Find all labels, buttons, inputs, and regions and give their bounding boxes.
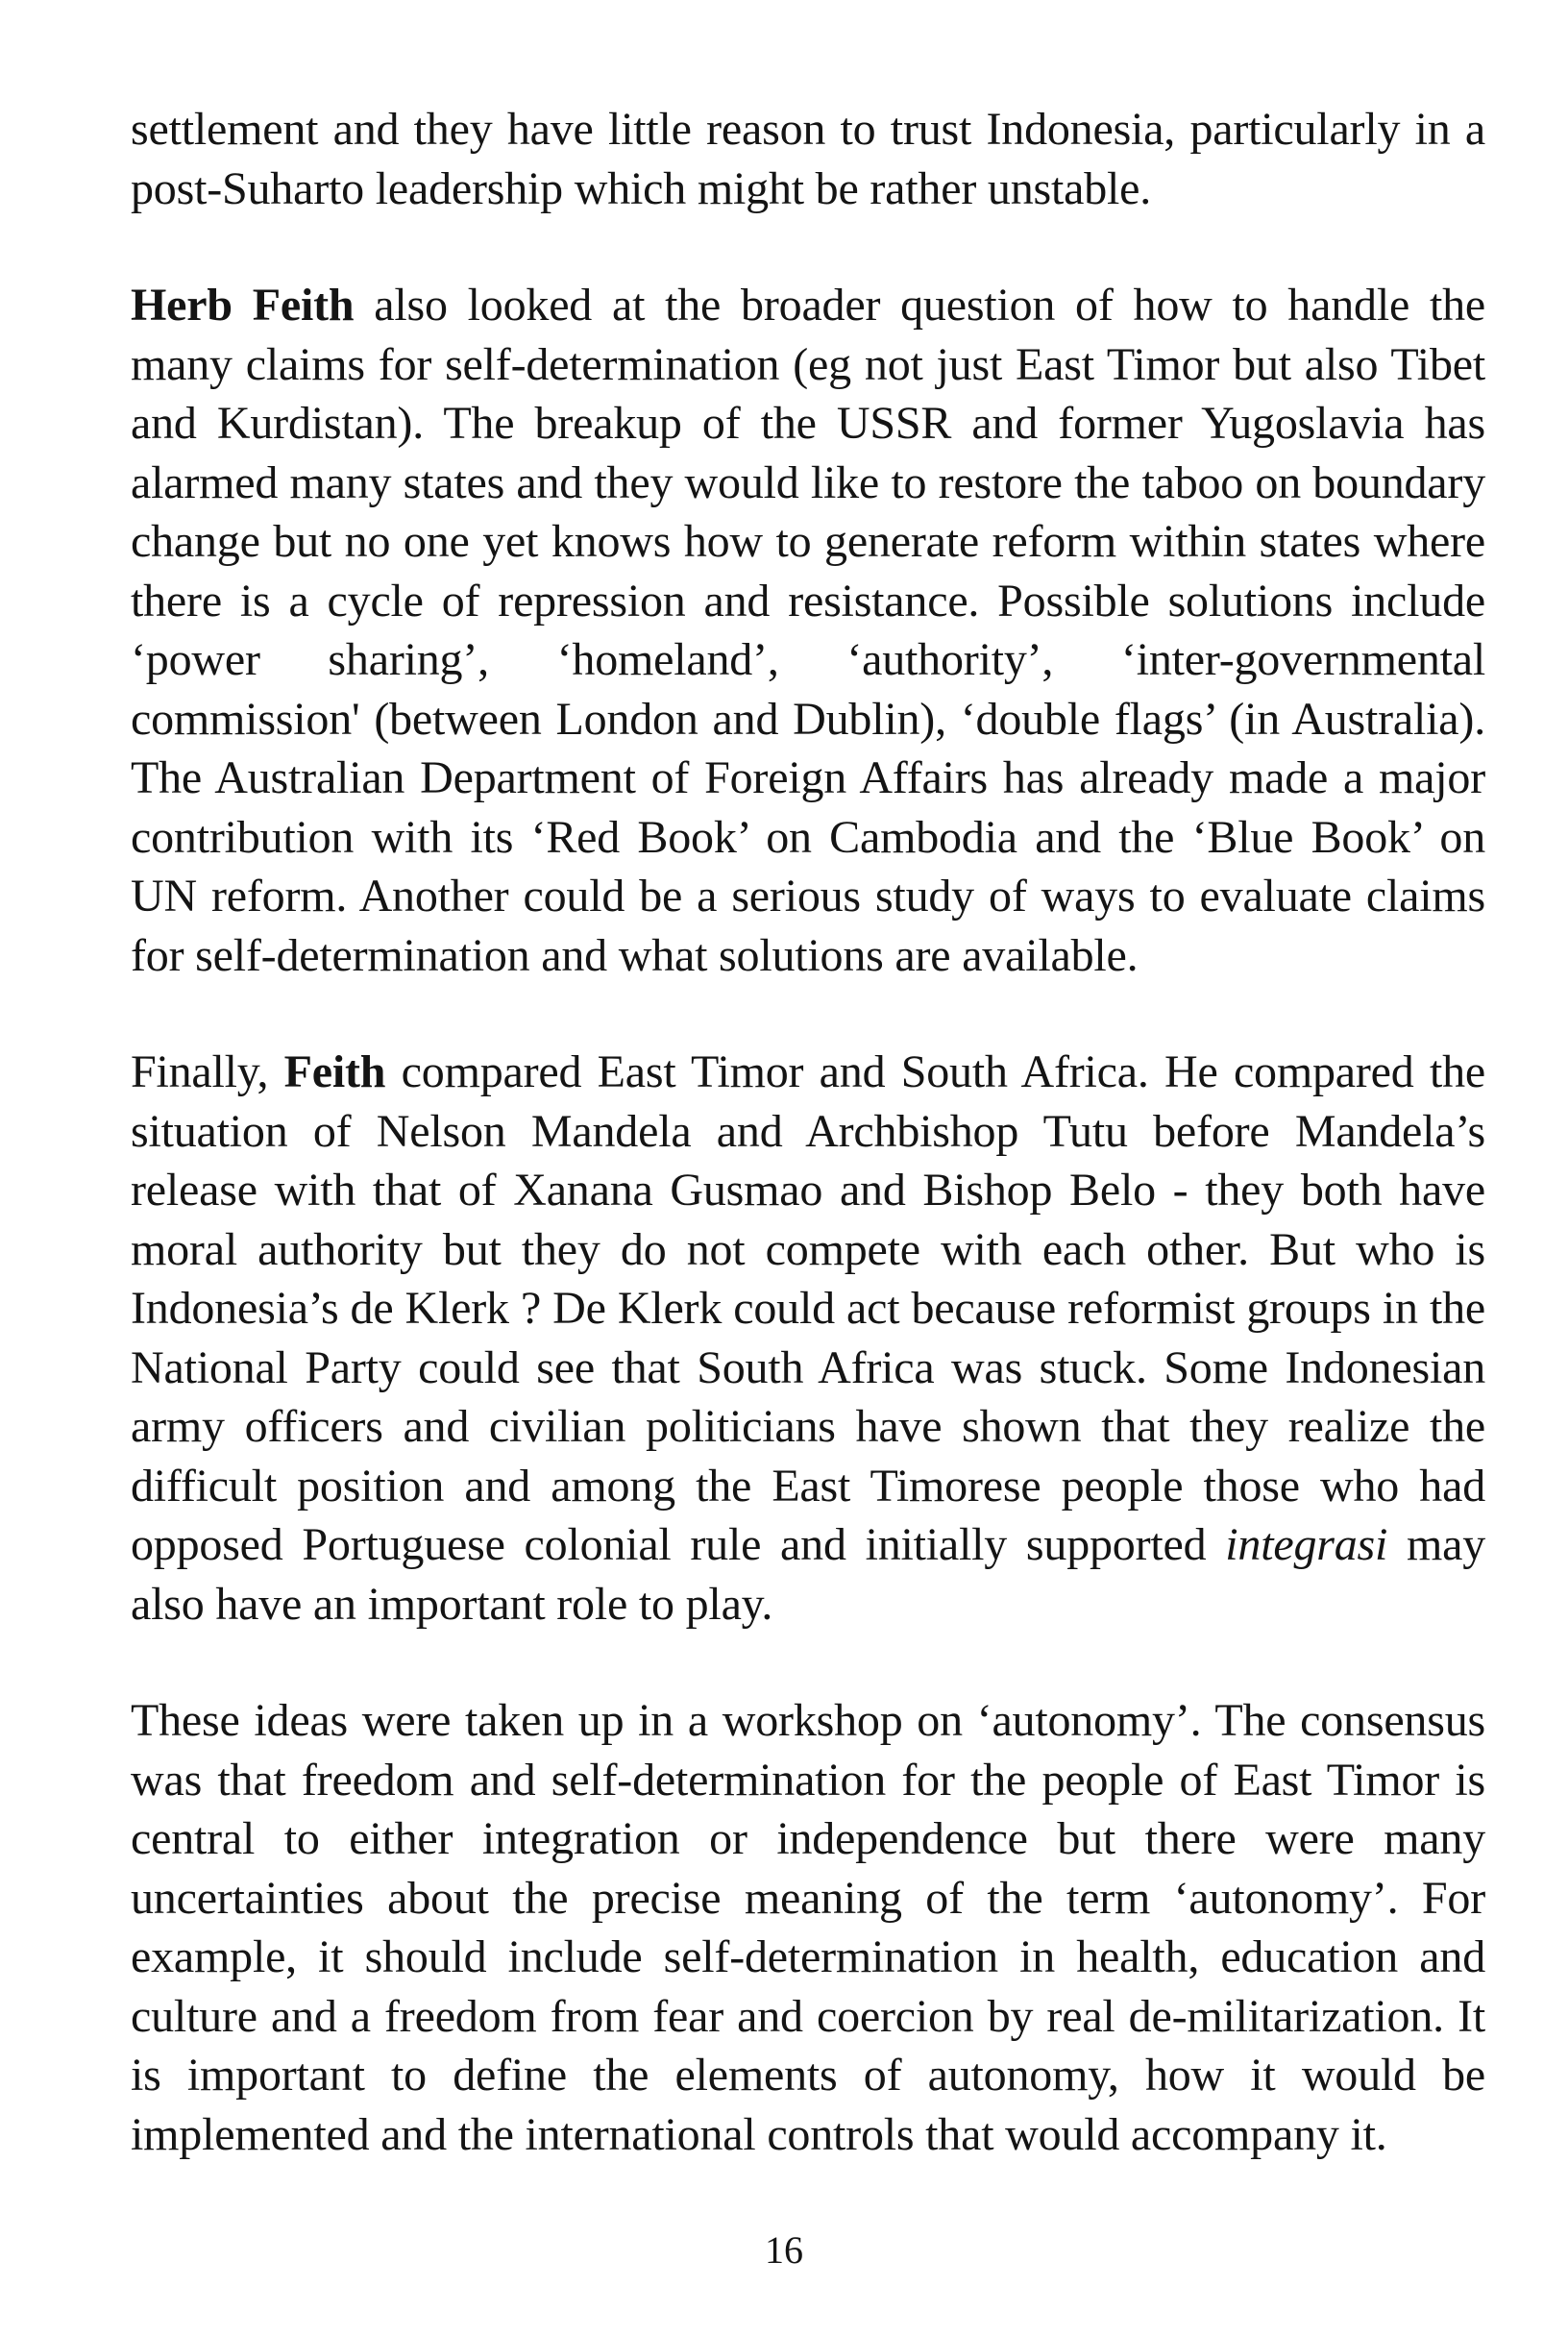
- paragraph-3-lead: Finally,: [131, 1046, 284, 1097]
- paragraph-2-speaker-name: Herb Feith: [131, 280, 355, 331]
- page-number: 16: [765, 2228, 803, 2272]
- paragraph-1-text: settlement and they have little reason to trust Indonesia, particularly in a post-Suharto leadership which might be rather unstable.: [131, 104, 1485, 214]
- paragraph-1: [131, 100, 1485, 218]
- paragraph-4: [131, 1691, 1485, 2164]
- paragraph-3-italic-term: integrasi: [1225, 1519, 1388, 1570]
- document-page: [131, 100, 1485, 2164]
- paragraph-2-text: also looked at the broader question of how to handle the many claims for self-determination (eg not just East Timor but also Tibet and Kurdistan). The breakup of the USSR and former Yugoslavia has alarmed many states and they would like to restore the taboo on boundary change but no one yet knows how to generate reform within states where there is a cycle of repression and resistance. Possible solutions include ‘power sharing’, ‘homeland’, ‘authority’, ‘inter-governmental commission' (between London and Dublin), ‘double flags’ (in Australia). The Australian Department of Foreign Affairs has already made a major contribution with its ‘Red Book’ on Cambodia and the ‘Blue Book’ on UN reform. Another could be a serious study of ways to evaluate claims for self-determination and what solutions are available.: [131, 280, 1485, 981]
- paragraph-4-text: These ideas were taken up in a workshop on ‘autonomy’. The consensus was that freedom and self-determination for the people of East Timor is central to either integration or independence but there were many uncertainties about the precise meaning of the term ‘autonomy’. For example, it should include self-determination in health, education and culture and a freedom from fear and coercion by real de-militarization. It is important to define the elements of autonomy, how it would be implemented and the international controls that would accompany it.: [131, 1695, 1485, 2160]
- paragraph-3-speaker-name: Feith: [283, 1046, 386, 1097]
- paragraph-3-text: compared East Timor and South Africa. He compared the situation of Nelson Mandela and Archbishop Tutu before Mandela’s release with that of Xanana Gusmao and Bishop Belo - they both have moral authority but they do not compete with each other. But who is Indonesia’s de Klerk ? De Klerk could act because reformist groups in the National Party could see that South Africa was stuck. Some Indonesian army officers and civilian politicians have shown that they realize the difficult position and among the East Timorese people those who had opposed Portuguese colonial rule and initially supported: [131, 1046, 1485, 1570]
- paragraph-3: [131, 1043, 1485, 1634]
- paragraph-2: [131, 276, 1485, 985]
- paragraph-3-tail: may also have an important role to play.: [131, 1519, 1486, 1630]
